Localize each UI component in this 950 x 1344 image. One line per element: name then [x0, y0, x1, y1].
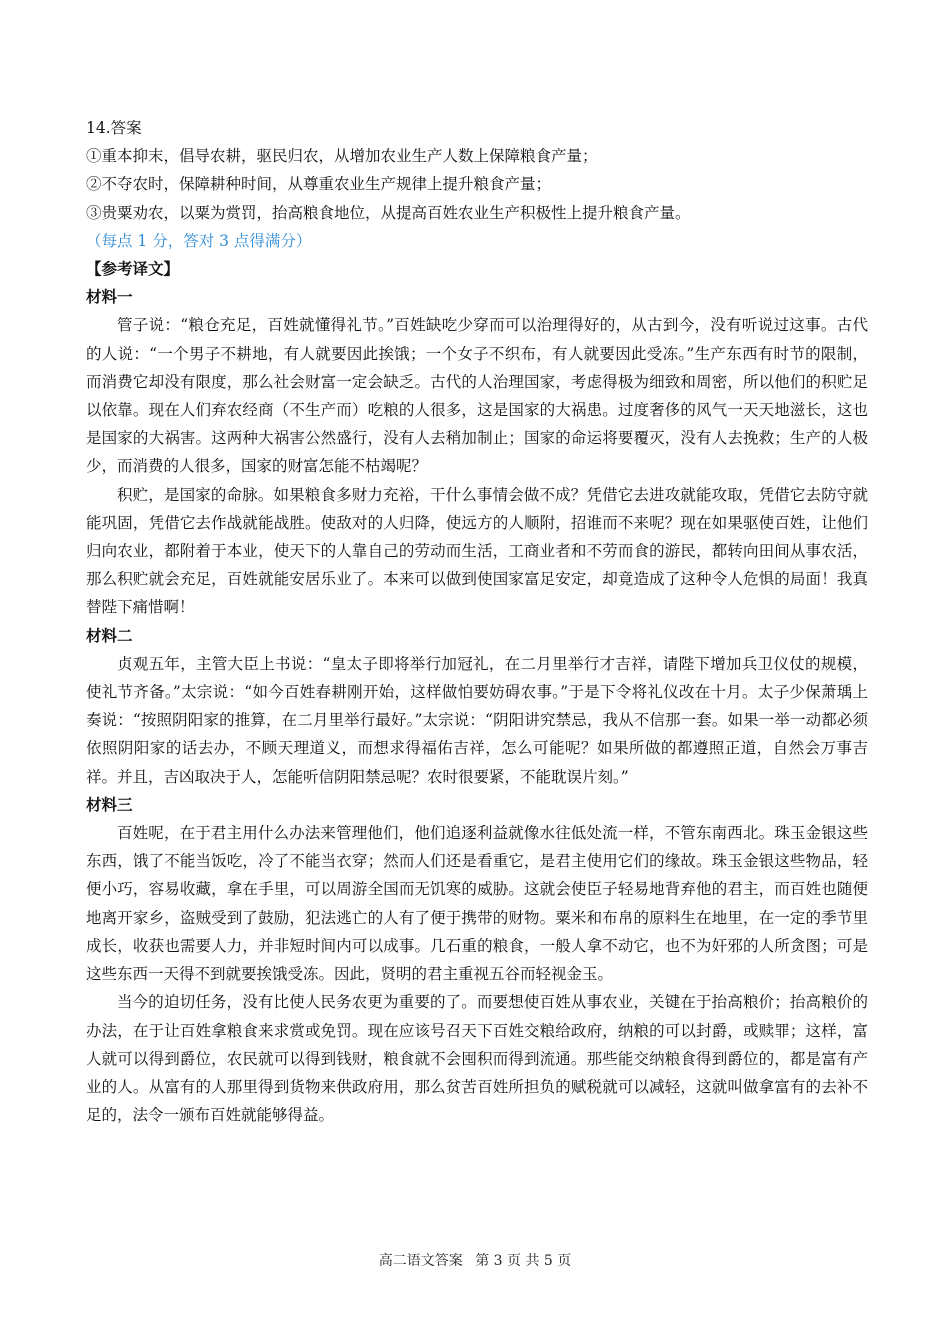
scoring-note: （每点 1 分，答对 3 点得满分） [86, 231, 312, 250]
material-1-paragraph-2: 积贮，是国家的命脉。如果粮食多财力充裕，干什么事情会做不成？凭借它去进攻就能攻取，凭借它去防守就能巩固，凭借它去作战就能战胜。使敌对的人归降，使远方的人顺附，招谁而不来呢？现在如果驱使百姓，让他们归向农业，都附着于本业，使天下的人靠自己的劳动而生活，工商业者和不劳而食的游民，都转向田间从事农活，那么积贮就会充足，百姓就能安居乐业了。本来可以做到使国家富足安定，却竟造成了这种令人危惧的局面！我真替陛下痛惜啊！ [86, 485, 868, 617]
page-content [86, 114, 868, 1129]
answer-point-2: ②不夺农时，保障耕种时间，从尊重农业生产规律上提升粮食产量； [86, 175, 552, 194]
footer-page-number: 第 3 页 共 5 页 [475, 1253, 572, 1269]
answer-heading: 14.答案 [86, 119, 142, 137]
footer-subject: 高二语文答案 [378, 1253, 463, 1269]
translation-heading: 【参考译文】 [86, 259, 180, 279]
material-2-title: 材料二 [86, 625, 133, 645]
material-2-paragraph-1: 贞观五年，主管大臣上书说：“皇太子即将举行加冠礼，在二月里举行才吉祥，请陛下增加兵卫仪仗的规模，使礼节齐备。”太宗说：“如今百姓春耕刚开始，这样做怕要妨碍农事。”于是下令将礼仪改在十月。太子少保萧瑀上奏说：“按照阴阳家的推算，在二月里举行最好。”太宗说：“阴阳讲究禁忌，我从不信那一套。如果一举一动都必须依照阴阳家的话去办，不顾天理道义，而想求得福佑吉祥，怎么可能呢？如果所做的都遵照正道，自然会万事吉祥。并且，吉凶取决于人，怎能听信阴阳禁忌呢？农时很要紧，不能耽误片刻。” [86, 654, 868, 786]
answer-point-1: ①重本抑末，倡导农耕，驱民归农，从增加农业生产人数上保障粮食产量； [86, 147, 598, 166]
material-1-title: 材料一 [86, 287, 133, 307]
material-1-paragraph-1: 管子说：“粮仓充足，百姓就懂得礼节。”百姓缺吃少穿而可以治理得好的，从古到今，没有听说过这事。古代的人说：“一个男子不耕地，有人就要因此挨饿；一个女子不织布，有人就要因此受冻。”生产东西有时节的限制，而消费它却没有限度，那么社会财富一定会缺乏。古代的人治理国家，考虑得极为细致和周密，所以他们的积贮足以依靠。现在人们弃农经商（不生产而）吃粮的人很多，这是国家的大祸患。过度奢侈的风气一天天地滋长，这也是国家的大祸害。这两种大祸害公然盛行，没有人去稍加制止；国家的命运将要覆灭，没有人去挽救；生产的人极少，而消费的人很多，国家的财富怎能不枯竭呢？ [86, 316, 868, 476]
page-footer [0, 1250, 950, 1270]
material-3-title: 材料三 [86, 794, 133, 814]
material-3-paragraph-1: 百姓呢，在于君主用什么办法来管理他们，他们追逐利益就像水往低处流一样，不管东南西北。珠玉金银这些东西，饿了不能当饭吃，冷了不能当衣穿；然而人们还是看重它，是君主使用它们的缘故。珠玉金银这些物品，轻便小巧，容易收藏，拿在手里，可以周游全国而无饥寒的威胁。这就会使臣子轻易地背弃他的君主，而百姓也随便地离开家乡，盗贼受到了鼓励，犯法逃亡的人有了便于携带的财物。粟米和布帛的原料生在地里，在一定的季节里成长，收获也需要人力，并非短时间内可以成事。几石重的粮食，一般人拿不动它，也不为奸邪的人所贪图；可是这些东西一天得不到就要挨饿受冻。因此，贤明的君主重视五谷而轻视金玉。 [86, 824, 868, 984]
material-3-paragraph-2: 当今的迫切任务，没有比使人民务农更为重要的了。而要想使百姓从事农业，关键在于抬高粮价；抬高粮价的办法，在于让百姓拿粮食来求赏或免罚。现在应该号召天下百姓交粮给政府，纳粮的可以封爵，或赎罪；这样，富人就可以得到爵位，农民就可以得到钱财，粮食就不会囤积而得到流通。那些能交纳粮食得到爵位的，都是富有产业的人。从富有的人那里得到货物来供政府用，那么贫苦百姓所担负的赋税就可以减轻，这就叫做拿富有的去补不足的，法令一颁布百姓就能够得益。 [86, 993, 868, 1125]
answer-point-3: ③贵粟劝农，以粟为赏罚，抬高粮食地位，从提高百姓农业生产积极性上提升粮食产量。 [86, 203, 691, 222]
